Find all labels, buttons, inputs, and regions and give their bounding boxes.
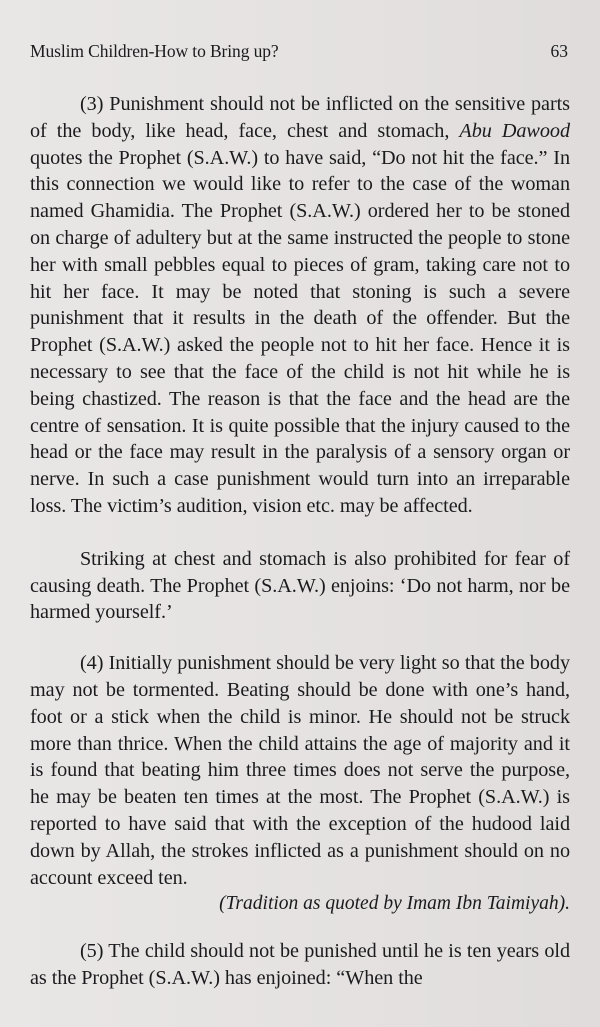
page-number: 63 [550,41,568,61]
citation: (Tradition as quoted by Imam Ibn Taimiyah). [219,893,570,915]
paragraph-chest-stomach: Striking at chest and stomach is also prohibited for fear of causing death. The Prophet (S.A.W.) enjoins: ‘Do not harm, nor be harmed yourself.’ [30,547,570,624]
source-name-italic: Abu Dawood [459,119,570,142]
paragraph-point-4: (4) Initially punishment should be very light so that the body may not be tormented. Beating should be done with one’s hand, foot or a stick when the child is minor. He should not be struck more than thrice. When the child attains the age of majority and it is found that beating him three times does not serve the purpose, he may be beaten ten times at the most. The Prophet (S.A.W.) is reported to have said that with the exception of the hudood laid down by Allah, the strokes inflicted as a punishment should on no account exceed ten. [30,652,570,889]
paragraph-text: (3) Punishment should not be inflicted on the sensitive parts of the body, like head, face, chest and stomach, [30,93,570,142]
paragraph-point-5: (5) The child should not be punished until he is ten years old as the Prophet (S.A.W.) has enjoined: “When the [30,940,570,989]
paragraph-point-3 [30,91,570,520]
running-header [30,40,570,62]
paragraph-text: quotes the Prophet (S.A.W.) to have said, “Do not hit the face.” In this connection we would like to refer to the case of the woman named Ghamidia. The Prophet (S.A.W.) ordered her to be stoned on charge of adultery but at the same instructed the people to stone her with small pebbles equal to pieces of gram, taking care not to hit her face. It may be noted that stoning is such a severe punishment that it results in the death of the offender. But the Prophet (S.A.W.) asked the people not to hit her face. Hence it is necessary to see that the face of the child is not hit while he is being chastized. The reason is that the face and the head are the centre of sensation. It is quite possible that the injury caused to the head or the face may result in the paralysis of a sensory organ or nerve. In such a case punishment would turn into an irreparable loss. The victim’s audition, vision etc. may be affected. [30,146,570,517]
running-title: Muslim Children-How to Bring up? [30,41,279,61]
